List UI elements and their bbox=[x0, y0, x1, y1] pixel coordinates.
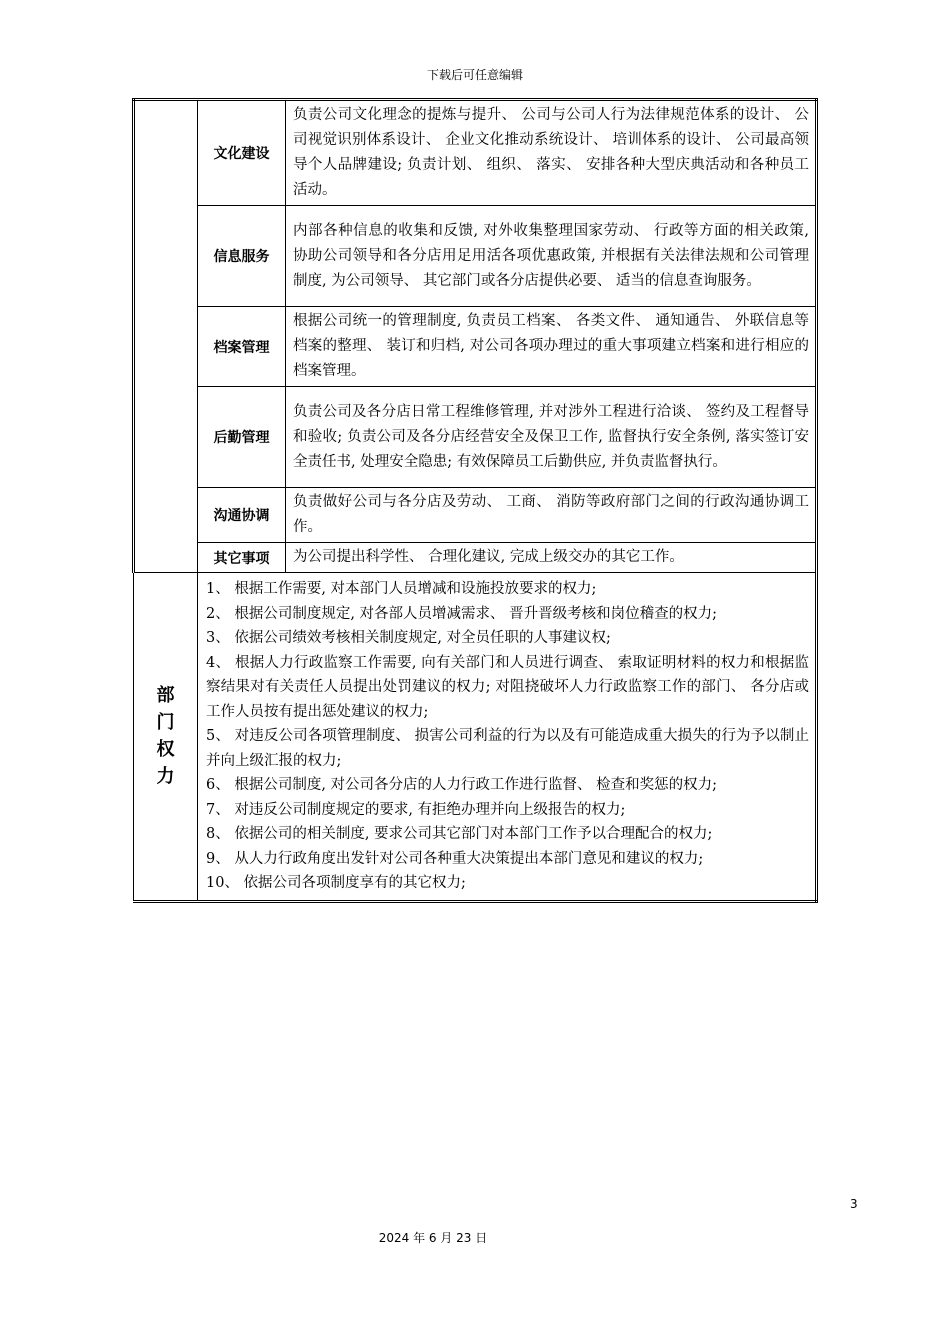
duty-row bbox=[134, 206, 817, 307]
duty-description: 负责公司文化理念的提炼与提升、 公司与公司人行为法律规范体系的设计、 公司视觉识别体系设计、 企业文化推动系统设计、 培训体系的设计、 公司最高领导个人品牌建设; 负责计划、 组织、 落实、 安排各种大型庆典活动和各种员工活动。 bbox=[286, 100, 817, 206]
duty-row bbox=[134, 543, 817, 573]
duty-category: 文化建设 bbox=[198, 100, 286, 206]
footer-date: 2024 年 6 月 23 日 bbox=[378, 1231, 488, 1245]
duty-category: 信息服务 bbox=[198, 206, 286, 307]
powers-label-char: 权 bbox=[156, 739, 175, 761]
power-item: 5、 对违反公司各项管理制度、 损害公司利益的行为以及有可能造成重大损失的行为予以制止并向上级汇报的权力; bbox=[206, 728, 809, 769]
power-item: 4、 根据人力行政监察工作需要, 向有关部门和人员进行调查、 索取证明材料的权力和根据监察结果对有关责任人员提出处罚建议的权力; 对阻挠破坏人力行政监察工作的部门、 各分店或工作人员按有提出惩处建议的权力; bbox=[206, 654, 809, 720]
duty-row bbox=[134, 100, 817, 206]
duty-description: 负责做好公司与各分店及劳动、 工商、 消防等政府部门之间的行政沟通协调工作。 bbox=[286, 488, 817, 543]
powers-row bbox=[134, 573, 817, 902]
power-item: 3、 依据公司绩效考核相关制度规定, 对全员任职的人事建议权; bbox=[206, 630, 611, 646]
header-note: 下载后可任意编辑 bbox=[426, 68, 523, 82]
power-item: 10、 依据公司各项制度享有的其它权力; bbox=[206, 875, 466, 891]
duty-description: 为公司提出科学性、 合理化建议, 完成上级交办的其它工作。 bbox=[286, 543, 817, 573]
power-item: 7、 对违反公司制度规定的要求, 有拒绝办理并向上级报告的权力; bbox=[206, 801, 626, 818]
power-item: 9、 从人力行政角度出发针对公司各种重大决策提出本部门意见和建议的权力; bbox=[206, 850, 704, 867]
power-item: 6、 根据公司制度, 对公司各分店的人力行政工作进行监督、 检查和奖惩的权力; bbox=[206, 777, 718, 793]
duty-row bbox=[134, 488, 817, 543]
power-item: 2、 根据公司制度规定, 对各部人员增减需求、 晋升晋级考核和岗位稽查的权力; bbox=[206, 605, 718, 622]
powers-label-char: 门 bbox=[156, 712, 175, 734]
powers-list bbox=[198, 573, 817, 902]
powers-label bbox=[134, 573, 198, 902]
duty-category: 档案管理 bbox=[198, 307, 286, 387]
duty-category: 其它事项 bbox=[198, 543, 286, 573]
powers-label-char: 部 bbox=[156, 685, 175, 707]
duty-description: 内部各种信息的收集和反馈, 对外收集整理国家劳动、 行政等方面的相关政策, 协助公司领导和各分店用足用活各项优惠政策, 并根据有关法律法规和公司管理制度, 为公司领导、 其它部门或各分店提供必要、 适当的信息查询服务。 bbox=[286, 206, 817, 307]
duty-category: 沟通协调 bbox=[198, 488, 286, 543]
duty-description: 负责公司及各分店日常工程维修管理, 并对涉外工程进行洽谈、 签约及工程督导和验收; 负责公司及各分店经营安全及保卫工作, 监督执行安全条例, 落实签订安全责任书, 处理安全隐患; 有效保障员工后勤供应, 并负责监督执行。 bbox=[286, 387, 817, 488]
power-item: 1、 根据工作需要, 对本部门人员增减和设施投放要求的权力; bbox=[206, 581, 597, 597]
responsibilities-table bbox=[132, 98, 818, 903]
duty-description: 根据公司统一的管理制度, 负责员工档案、 各类文件、 通知通告、 外联信息等档案的整理、 装订和归档, 对公司各项办理过的重大事项建立档案和进行相应的档案管理。 bbox=[286, 307, 817, 387]
duty-row bbox=[134, 387, 817, 488]
page-number: 3 bbox=[850, 1197, 858, 1211]
duties-outer-cell bbox=[134, 100, 198, 573]
power-item: 8、 依据公司的相关制度, 要求公司其它部门对本部门工作予以合理配合的权力; bbox=[206, 826, 713, 842]
duty-row bbox=[134, 307, 817, 387]
powers-label-char: 力 bbox=[156, 766, 175, 788]
duty-category: 后勤管理 bbox=[198, 387, 286, 488]
